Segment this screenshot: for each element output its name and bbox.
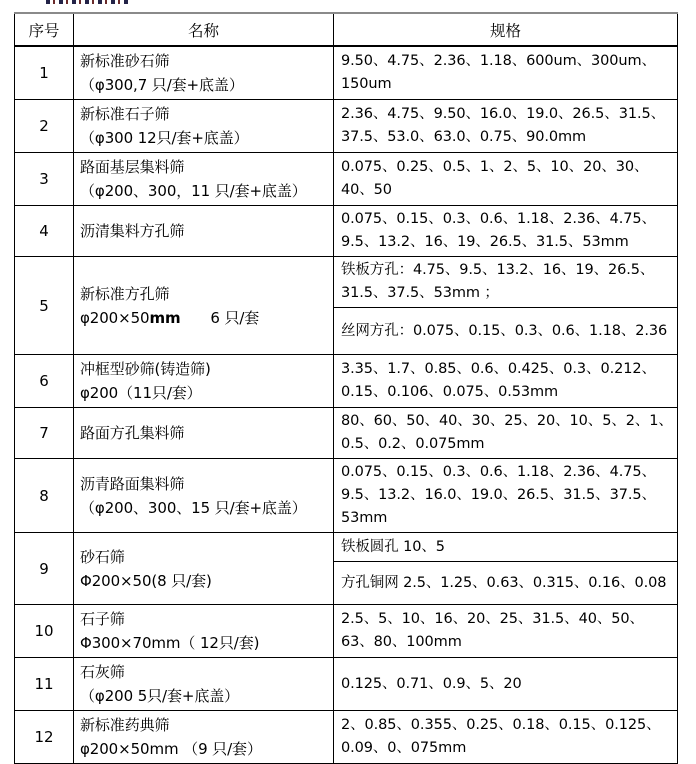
name-line: Φ300×70mm（ 12只/套) [80,634,260,652]
name-cell [74,605,334,658]
name-cell [74,533,334,605]
name-cell [74,46,334,100]
row-number-cell: 9 [15,533,74,605]
row-number-cell: 4 [15,206,74,257]
spec-cell: 2.5、5、10、16、20、25、31.5、40、50、63、80、100mm [334,605,678,658]
header-row [15,13,678,46]
table-row [15,408,678,459]
spec-cell: 9.50、4.75、2.36、1.18、600um、300um、150um [334,46,678,100]
spec-cell: 方孔铜网 2.5、1.25、0.63、0.315、0.16、0.08 [334,562,678,605]
name-line: 石子筛 [80,610,125,628]
row-number-cell: 10 [15,605,74,658]
table-row [15,605,678,658]
table-row [15,206,678,257]
col-header-no: 序号 [15,13,74,46]
name-line: （φ300,7 只/套+底盖） [80,76,244,94]
name-line: 石灰筛 [80,663,125,681]
name-cell [74,153,334,206]
spec-cell: 铁板方孔：4.75、9.5、13.2、16、19、26.5、31.5、37.5、53mm ； [334,257,678,308]
table-row [15,658,678,711]
name-line: （φ200 5只/套+底盖） [80,687,240,705]
col-header-name: 名称 [74,13,334,46]
name-line: 沥青路面集料筛 [80,474,185,493]
spec-cell: 铁板圆孔 10、5 [334,533,678,562]
table-row [15,711,678,764]
row-number-cell: 2 [15,100,74,153]
row-number-cell: 11 [15,658,74,711]
spec-cell: 丝网方孔：0.075、0.15、0.3、0.6、1.18、2.36 [334,308,678,355]
name-line: 冲框型砂筛(铸造筛) [80,360,211,378]
table-row [15,153,678,206]
text-segment: φ200×50 [80,308,150,327]
spec-cell: 2、0.85、0.355、0.25、0.18、0.15、0.125、0.09、0、075mm [334,711,678,764]
row-number-cell: 7 [15,408,74,459]
table-row [15,459,678,533]
row-number-cell: 5 [15,257,74,355]
row-number-cell: 12 [15,711,74,764]
text-segment: 6 只/套 [180,308,260,327]
name-line: （φ300 12只/套+底盖） [80,129,249,147]
name-line: 新标准砂石筛 [80,52,170,70]
name-cell [74,257,334,355]
table-row [15,533,678,562]
name-cell [74,100,334,153]
spec-cell: 3.35、1.7、0.85、0.6、0.425、0.3、0.212、0.15、0.106、0.075、0.53mm [334,355,678,408]
spec-cell: 0.075、0.15、0.3、0.6、1.18、2.36、4.75、9.5、13.2、16、19、26.5、31.5、53mm [334,206,678,257]
name-line: 砂石筛 [80,547,125,566]
spec-cell: 0.075、0.15、0.3、0.6、1.18、2.36、4.75、9.5、13.2、16.0、19.0、26.5、31.5、37.5、53mm [334,459,678,533]
table-row [15,100,678,153]
name-line: 新标准石子筛 [80,105,170,123]
table-row [15,355,678,408]
name-line: 路面基层集料筛 [80,158,185,176]
table-row [15,46,678,100]
spec-cell: 0.075、0.25、0.5、1、2、5、10、20、30、40、50 [334,153,678,206]
row-number-cell: 8 [15,459,74,533]
name-line: （φ200、300、15 只/套+底盖） [80,498,307,517]
spec-cell: 2.36、4.75、9.50、16.0、19.0、26.5、31.5、37.5、53.0、63.0、0.75、90.0mm [334,100,678,153]
name-line: φ200×50mm （9 只/套） [80,740,262,758]
col-header-spec: 规格 [334,13,678,46]
name-line: φ200（11只/套） [80,384,202,402]
name-cell [74,355,334,408]
name-line [80,306,330,330]
name-cell [74,206,334,257]
clipped-text-fragment [46,0,128,4]
name-cell [74,711,334,764]
sieve-spec-table [14,12,678,764]
name-cell [74,658,334,711]
name-line: Φ200×50(8 只/套) [80,571,212,590]
table-row [15,257,678,308]
name-line: 新标准药典筛 [80,716,170,734]
row-number-cell: 1 [15,46,74,100]
name-line: 新标准方孔筛 [80,284,170,303]
bold-text-segment: mm [149,308,181,327]
row-number-cell: 6 [15,355,74,408]
name-cell [74,459,334,533]
row-number-cell: 3 [15,153,74,206]
name-line: （φ200、300，11 只/套+底盖） [80,182,307,200]
spec-cell: 80、60、50、40、30、25、20、10、5、2、1、0.5、0.2、0.075mm [334,408,678,459]
spec-cell: 0.125、0.71、0.9、5、20 [334,658,678,711]
name-line: 路面方孔集料筛 [80,424,185,442]
name-line: 沥清集料方孔筛 [80,222,185,240]
name-cell [74,408,334,459]
